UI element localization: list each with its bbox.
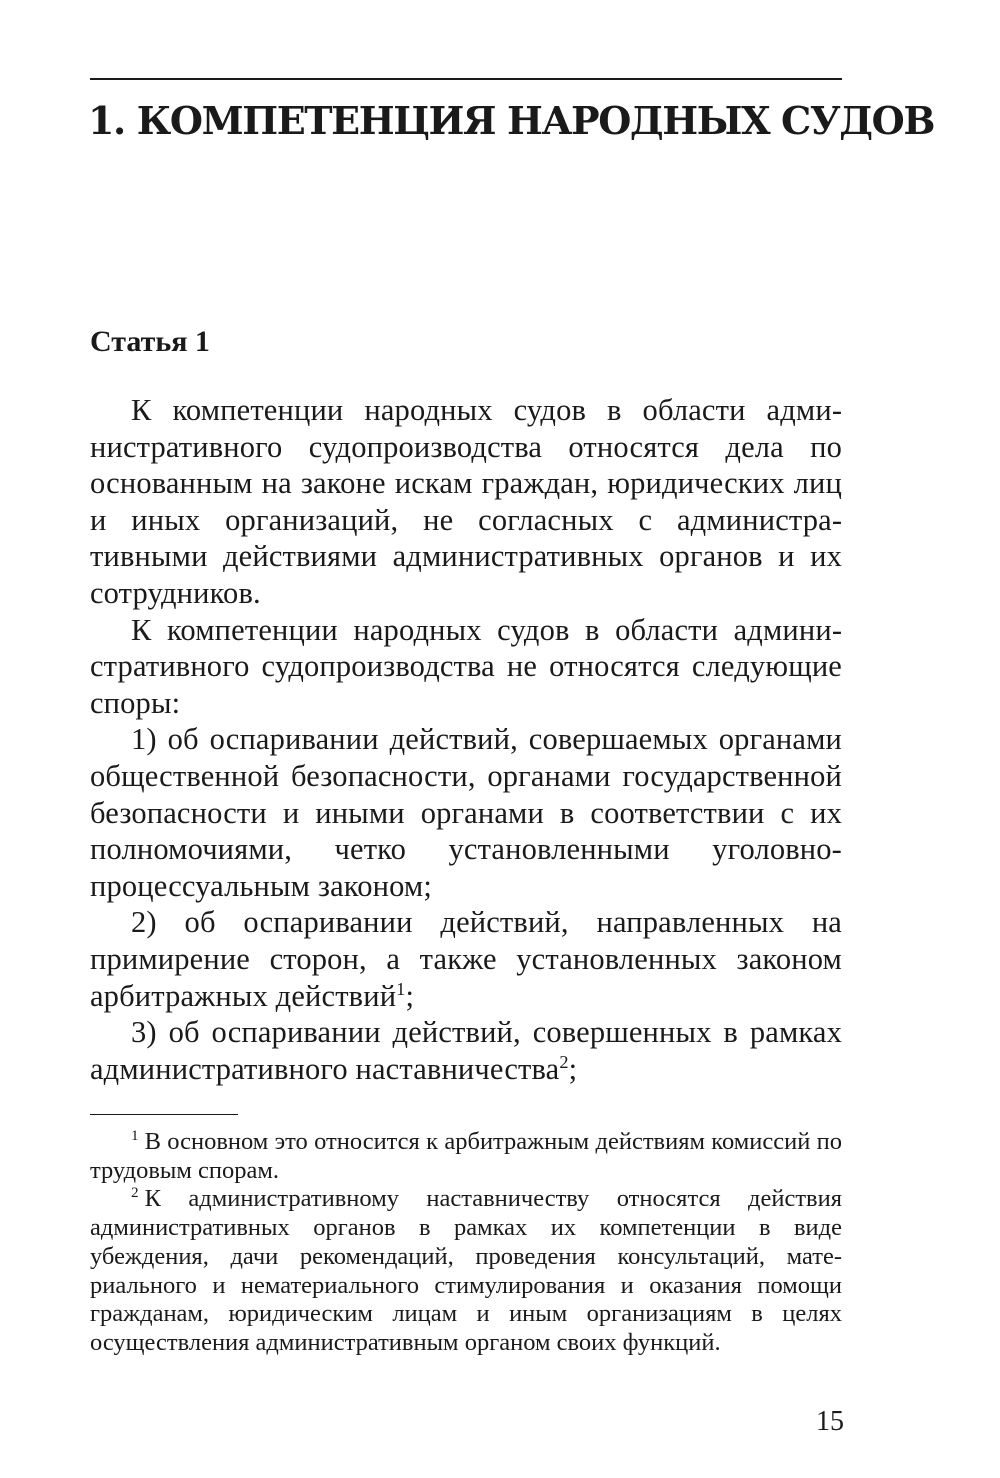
page-number: 15 bbox=[816, 1406, 844, 1437]
chapter-top-rule bbox=[90, 78, 842, 80]
footnote-separator bbox=[90, 1114, 238, 1115]
article-body bbox=[90, 392, 842, 1087]
chapter-title: 1. КОМПЕТЕНЦИЯ НАРОДНЫХ СУДОВ bbox=[88, 98, 935, 143]
footnote-text: В основном это относится к арбитражным действиям комиссий по трудовым спорам. bbox=[90, 1128, 842, 1184]
article-heading: Статья 1 bbox=[90, 325, 210, 358]
footnotes-section bbox=[90, 1128, 842, 1358]
paragraph-text: К компетенции народных судов в области административного судопроизводства относятся дела по основанным на законе искам граждан, юридических лиц и иных организаций, не согласных с административными действиями административных органов и их сотрудников. bbox=[90, 393, 842, 610]
paragraph-exclusions bbox=[90, 612, 842, 722]
footnote-number: 1 bbox=[131, 1126, 139, 1144]
list-item-suffix: ; bbox=[568, 1051, 578, 1086]
footnote-2 bbox=[90, 1185, 842, 1357]
list-item-1 bbox=[90, 721, 842, 904]
paragraph-competence bbox=[90, 392, 842, 612]
list-item-text: 1) об оспаривании действий, совершаемых органами общественной безопасности, органами государственной безопасности и иными органами в соответствии с их полномочиями, четко установленными уголовно-процессуальным законом; bbox=[90, 722, 842, 903]
footnote-number: 2 bbox=[131, 1184, 139, 1202]
list-item-3 bbox=[90, 1014, 842, 1087]
footnote-ref-1[interactable]: 1 bbox=[396, 978, 406, 999]
footnote-ref-2[interactable]: 2 bbox=[559, 1051, 569, 1072]
list-item-2 bbox=[90, 904, 842, 1014]
footnote-1 bbox=[90, 1128, 842, 1185]
footnote-text: К административному наставничеству относятся действия административных органов в рамках их компетенции в виде убеждения, дачи рекомендаций, проведения консультаций, материального и нематериального стимулирования и оказания помощи гражданам, юридическим лицам и иным организациям в целях осуществления административным органом своих функций. bbox=[90, 1185, 842, 1356]
list-item-text: 3) об оспаривании действий, совершенных в рамках административного наставничества bbox=[90, 1015, 842, 1086]
list-item-suffix: ; bbox=[405, 978, 415, 1013]
list-item-text: 2) об оспаривании действий, направленных на примирение сторон, а также установленных законом арбитражных действий bbox=[90, 905, 842, 1013]
paragraph-text: К компетенции народных судов в области административного судопроизводства не относятся следующие споры: bbox=[90, 612, 842, 720]
